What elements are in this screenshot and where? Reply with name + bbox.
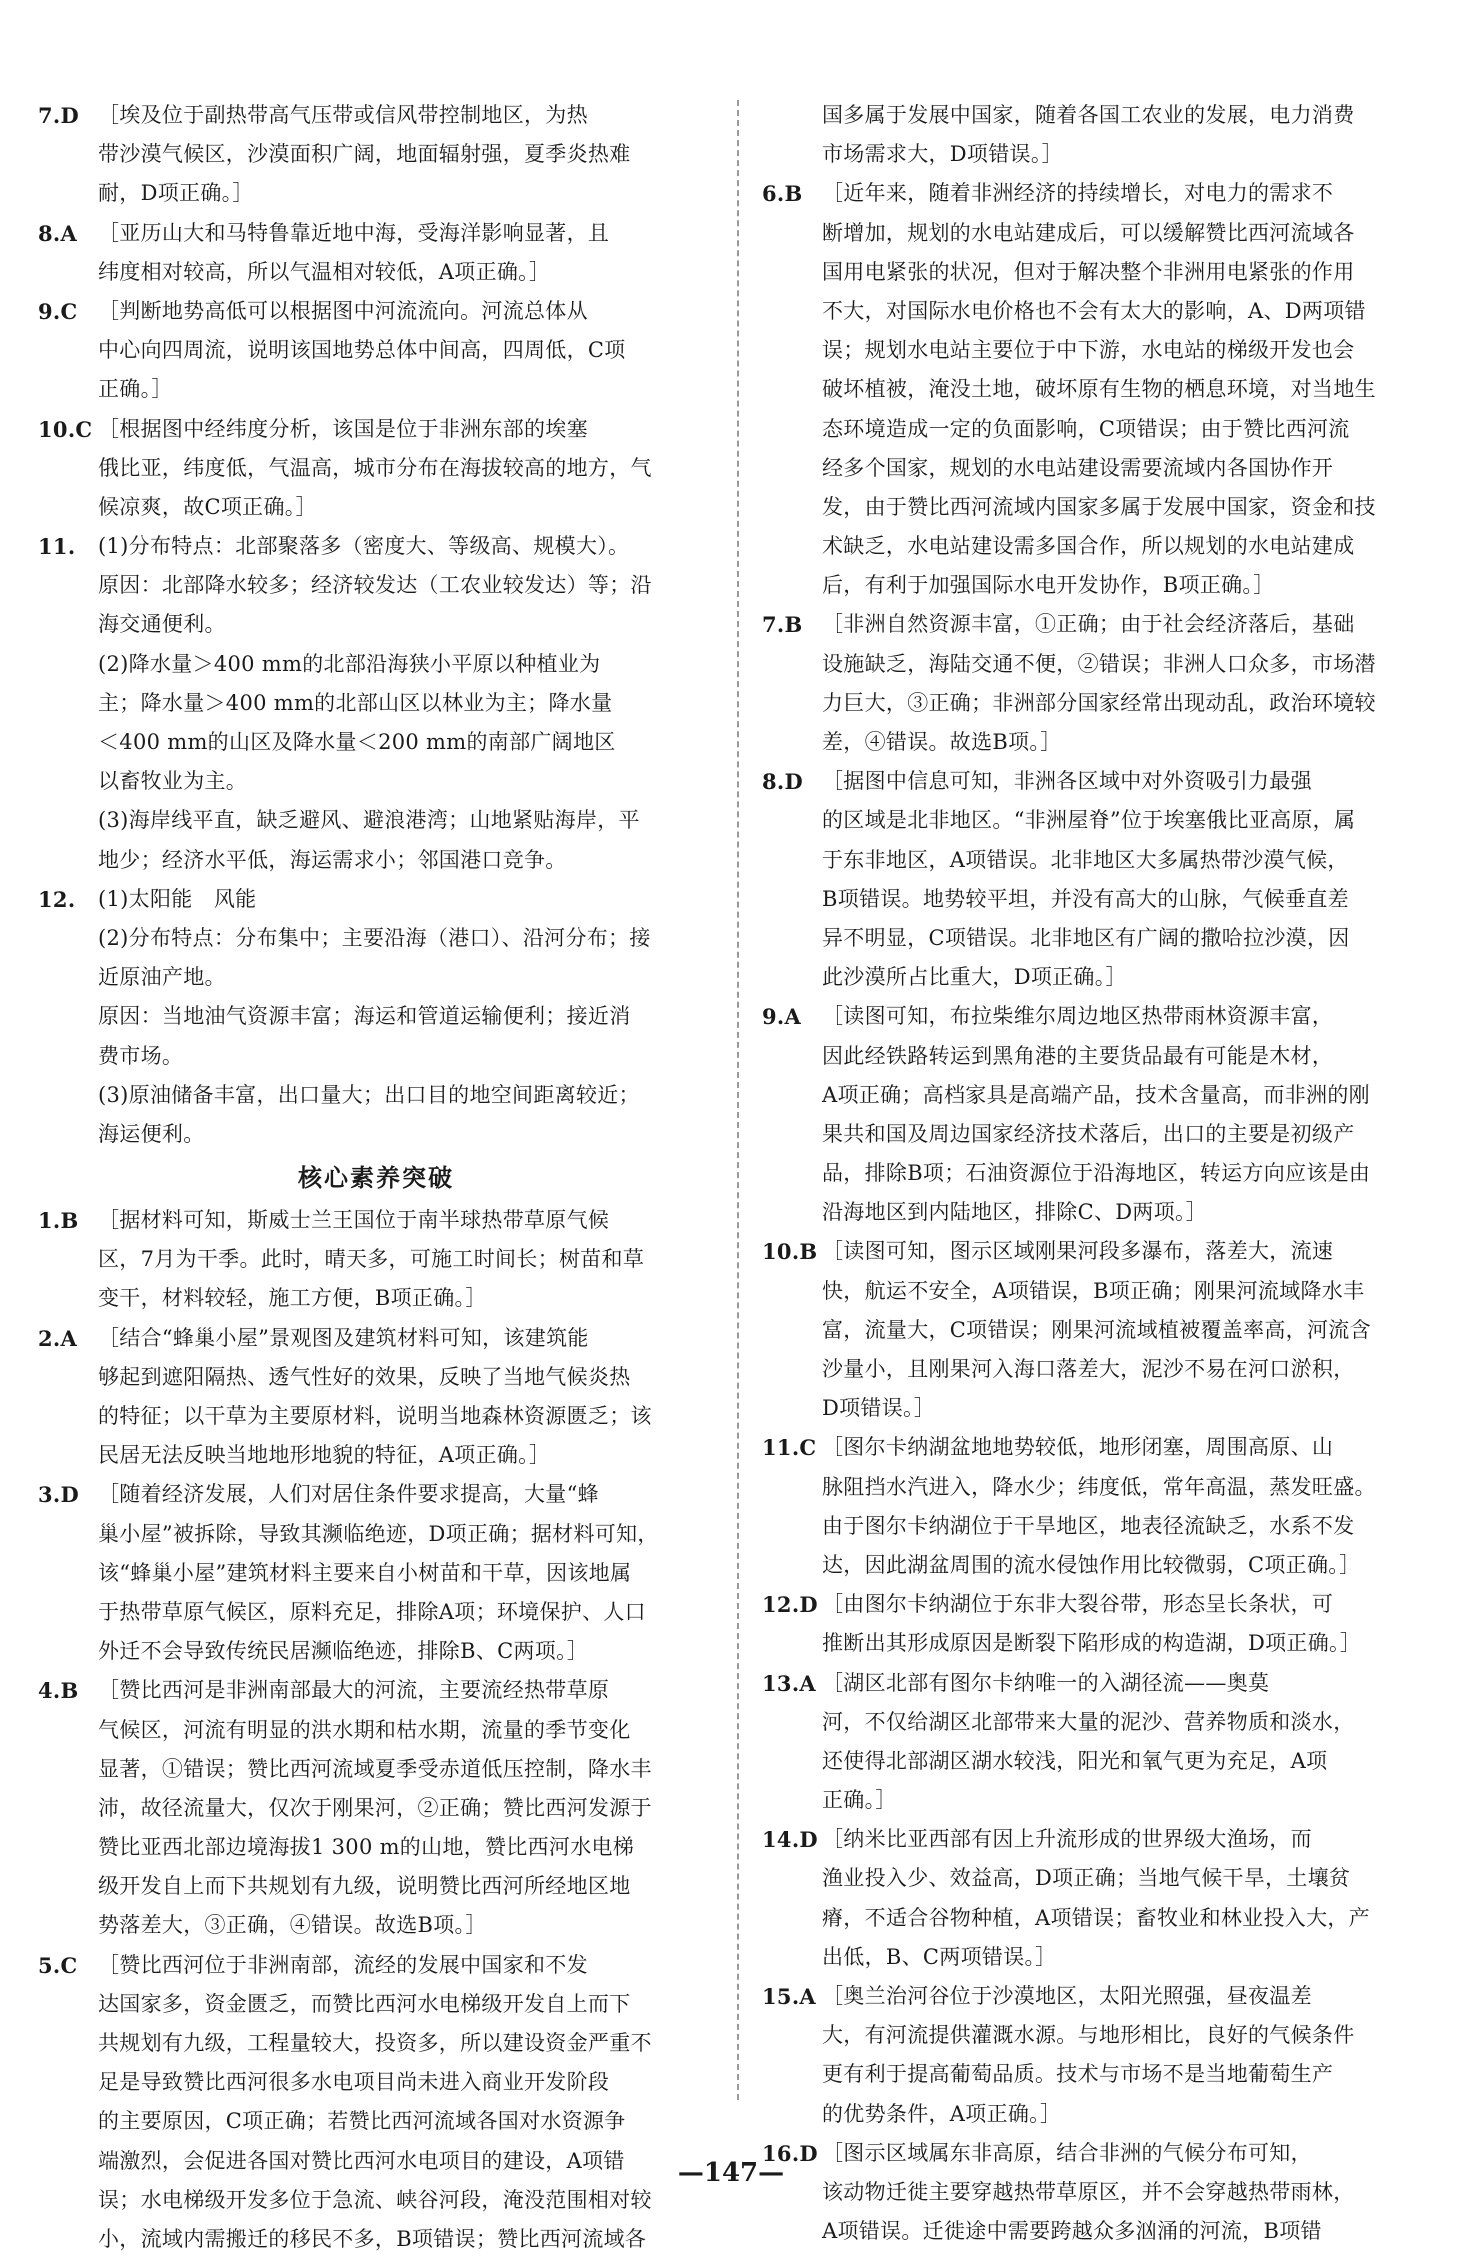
answer-text-line: ［读图可知，图示区域刚果河段多瀑布，落差大，流速	[822, 1239, 1334, 1264]
answer-text-line: 国多属于发展中国家，随着各国工农业的发展，电力消费	[822, 103, 1355, 127]
answer-text-line: 于东非地区，A项错误。北非地区大多属热带沙漠气候，	[822, 847, 1349, 872]
answer-number: 12.	[38, 886, 76, 912]
answer-item	[762, 174, 1424, 605]
answer-text-line: 费市场。	[98, 1043, 184, 1068]
answer-number: 11.C	[762, 1435, 817, 1461]
answer-number: 4.B	[38, 1678, 79, 1704]
answer-item	[38, 1671, 714, 1945]
answer-text-line: ［随着经济发展，人们对居住条件要求提高，大量“蜂	[98, 1482, 599, 1507]
answer-text-line: 河，不仅给湖区北部带来大量的泥沙、营养物质和淡水，	[822, 1709, 1355, 1734]
answer-text-line: ［图示区域属东非高原，结合非洲的气候分布可知，	[822, 2140, 1312, 2165]
answer-text-line: B项错误。地势较平坦，并没有高大的山脉，气候垂直差	[822, 886, 1349, 911]
answer-text-line: 势落差大，③正确，④错误。故选B项。］	[98, 1913, 487, 1938]
answer-text-line: D项错误。］	[822, 1396, 936, 1421]
answer-item	[38, 1319, 714, 1476]
answer-text-line: 变干，材料较轻，施工方便，B项正确。］	[98, 1286, 487, 1311]
answer-item	[762, 1232, 1424, 1428]
answer-text-line: 误；水电梯级开发多位于急流、峡谷河段，淹没范围相对较	[98, 2187, 652, 2212]
answer-text-line: (2)分布特点：分布集中；主要沿海（港口）、沿河分布；接	[98, 925, 651, 950]
answer-text-line: 发，由于赞比西河流域内国家多属于发展中国家，资金和技	[822, 494, 1376, 519]
answer-text-line: 瘠，不适合谷物种植，A项错误；畜牧业和林业投入大，产	[822, 1905, 1370, 1930]
answer-text-line: 近原油产地。	[98, 965, 226, 990]
answer-item	[38, 880, 714, 1154]
answer-number: 5.C	[38, 1952, 78, 1978]
answer-text-line: 俄比亚，纬度低，气温高，城市分布在海拔较高的地方，气	[98, 455, 652, 480]
answer-number: 15.A	[762, 1984, 817, 2009]
answer-text-line: 此沙漠所占比重大，D项正确。］	[822, 965, 1127, 990]
answer-text-line: 国用电紧张的状况，但对于解决整个非洲用电紧张的作用	[822, 259, 1355, 284]
answer-text-line: 巢小屋”被拆除，导致其濒临绝迹，D项正确；据材料可知，	[98, 1521, 659, 1546]
answer-number: 7.B	[762, 612, 803, 638]
answer-item	[762, 762, 1424, 997]
answer-text-line: ［据材料可知，斯威士兰王国位于南半球热带草原气候	[98, 1208, 610, 1233]
answer-text-line: 果共和国及周边国家经济技术落后，出口的主要是初级产	[822, 1121, 1355, 1146]
answer-text-line: ［读图可知，布拉柴维尔周边地区热带雨林资源丰富，	[822, 1004, 1334, 1029]
answer-text-line: 赞比亚西北部边境海拔1 300 m的山地，赞比西河水电梯	[98, 1835, 635, 1860]
answer-text-line: 力巨大，③正确；非洲部分国家经常出现动乱，政治环境较	[822, 690, 1376, 715]
answer-item	[38, 527, 714, 880]
answer-text-line: ［近年来，随着非洲经济的持续增长，对电力的需求不	[822, 181, 1334, 206]
answer-item	[762, 96, 1424, 174]
answer-text-line: 民居无法反映当地地形地貌的特征，A项正确。］	[98, 1443, 551, 1468]
answer-text-line: A项错误。迁徙途中需要跨越众多汹涌的河流，B项错	[822, 2219, 1322, 2244]
answer-item	[38, 214, 714, 292]
answer-text-line: 不大，对国际水电价格也不会有太大的影响，A、D两项错	[822, 298, 1366, 323]
answer-text-line: 候凉爽，故C项正确。］	[98, 494, 317, 519]
answer-text-line: 该动物迁徙主要穿越热带草原区，并不会穿越热带雨林，	[822, 2179, 1355, 2204]
answer-item	[762, 2134, 1424, 2252]
answer-text-line: 地少；经济水平低，海运需求小；邻国港口竞争。	[98, 847, 567, 872]
answer-text-line: 达国家多，资金匮乏，而赞比西河水电梯级开发自上而下	[98, 1991, 631, 2016]
answer-text-line: 后，有利于加强国际水电开发协作，B项正确。］	[822, 573, 1275, 598]
answer-text-line: ［纳米比亚西部有因上升流形成的世界级大渔场，而	[822, 1827, 1312, 1852]
answer-text-line: ［奥兰治河谷位于沙漠地区，太阳光照强，昼夜温差	[822, 1984, 1312, 2008]
answer-text-line: 原因：北部降水较多；经济较发达（工农业较发达）等；沿	[98, 573, 652, 598]
answer-number: 8.A	[38, 220, 78, 246]
answer-text-line: 脉阻挡水汽进入，降水少；纬度低，常年高温，蒸发旺盛。	[822, 1474, 1376, 1499]
answer-text-line: ［据图中信息可知，非洲各区域中对外资吸引力最强	[822, 769, 1312, 794]
answer-text-line: 小，流域内需搬迁的移民不多，B项错误；赞比西河流域各	[98, 2226, 647, 2251]
answer-text-line: 够起到遮阳隔热、透气性好的效果，反映了当地气候炎热	[98, 1364, 631, 1389]
answer-number: 16.D	[762, 2140, 818, 2166]
answer-text-line: 经多个国家，规划的水电站建设需要流域内各国协作开	[822, 455, 1334, 480]
answer-number: 7.D	[38, 103, 80, 128]
answer-text-line: 外迁不会导致传统民居濒临绝迹，排除B、C两项。］	[98, 1639, 589, 1664]
answer-text-line: 海运便利。	[98, 1121, 205, 1146]
answer-item	[38, 1201, 714, 1319]
answer-text-line: 海交通便利。	[98, 612, 226, 637]
answer-text-line: ［判断地势高低可以根据图中河流流向。河流总体从	[98, 298, 588, 323]
answer-number: 11.	[38, 534, 76, 560]
answer-item	[38, 410, 714, 528]
answer-number: 2.A	[38, 1325, 78, 1351]
answer-text-line: 于热带草原气候区，原料充足，排除A项；环境保护、人口	[98, 1599, 646, 1624]
answer-text-line: 品，排除B项；石油资源位于沿海地区，转运方向应该是由	[822, 1161, 1371, 1186]
answer-text-line: 沛，故径流量大，仅次于刚果河，②正确；赞比西河发源于	[98, 1795, 652, 1820]
answer-text-line: 异不明显，C项错误。北非地区有广阔的撒哈拉沙漠，因	[822, 925, 1350, 950]
answer-text-line: 沙量小，且刚果河入海口落差大，泥沙不易在河口淤积，	[822, 1357, 1355, 1381]
answer-text-line: 的优势条件，A项正确。］	[822, 2101, 1062, 2126]
answer-number: 14.D	[762, 1827, 818, 1853]
answer-text-line: 中心向四周流，说明该国地势总体中间高，四周低，C项	[98, 338, 626, 363]
answer-number: 13.A	[762, 1670, 817, 1696]
answer-text-line: (3)原油储备丰富，出口量大；出口目的地空间距离较近；	[98, 1082, 640, 1107]
answer-text-line: 差，④错误。故选B项。］	[822, 730, 1062, 754]
answer-text-line: ［图尔卡纳湖盆地地势较低，地形闭塞，周围高原、山	[822, 1435, 1334, 1460]
answer-text-line: 以畜牧业为主。	[98, 769, 248, 794]
answer-item	[762, 605, 1424, 762]
answer-text-line: 大，有河流提供灌溉水源。与地形相比，良好的气候条件	[822, 2023, 1355, 2048]
answer-number: 8.D	[762, 769, 804, 795]
answer-text-line: 由于图尔卡纳湖位于干旱地区，地表径流缺乏，水系不发	[822, 1513, 1355, 1538]
answer-text-line: (1)分布特点：北部聚落多（密度大、等级高、规模大）。	[98, 534, 630, 559]
answer-text-line: (1)太阳能 风能	[98, 886, 257, 911]
answer-number: 9.A	[762, 1004, 802, 1030]
answer-text-line: 正确。］	[822, 1788, 897, 1813]
answer-text-line: 设施缺乏，海陆交通不便，②错误；非洲人口众多，市场潜	[822, 651, 1376, 676]
answer-number: 1.B	[38, 1208, 79, 1234]
answer-item	[762, 1977, 1424, 2134]
answer-item	[762, 1820, 1424, 1977]
answer-text-line: 端激烈，会促进各国对赞比西河水电项目的建设，A项错	[98, 2148, 625, 2173]
answer-item	[762, 997, 1424, 1232]
section-heading: 核心素养突破	[298, 1163, 454, 1193]
answer-item	[38, 96, 714, 214]
answer-text-line: 足是导致赞比西河很多水电项目尚未进入商业开发阶段	[98, 2070, 610, 2095]
answer-number: 12.D	[762, 1592, 818, 1618]
answer-text-line: 富，流量大，C项错误；刚果河流域植被覆盖率高，河流含	[822, 1317, 1371, 1342]
answer-text-line: 该“蜂巢小屋”建筑材料主要来自小树苗和干草，因该地属	[98, 1560, 632, 1585]
answer-number: 10.C	[38, 416, 93, 442]
answer-text-line: (2)降水量＞400 mm的北部沿海狭小平原以种植业为	[98, 651, 601, 676]
answer-text-line: ［结合“蜂巢小屋”景观图及建筑材料可知，该建筑能	[98, 1325, 589, 1350]
answer-text-line: 的特征；以干草为主要原材料，说明当地森林资源匮乏；该	[98, 1404, 652, 1428]
answer-text-line: 推断出其形成原因是断裂下陷形成的构造湖，D项正确。］	[822, 1631, 1362, 1656]
answer-number: 10.B	[762, 1239, 818, 1265]
answer-item	[38, 1946, 714, 2259]
answer-number: 6.B	[762, 181, 803, 207]
answer-text-line: A项正确；高档家具是高端产品，技术含量高，而非洲的刚	[822, 1082, 1370, 1107]
answer-text-line: 主；降水量＞400 mm的北部山区以林业为主；降水量	[98, 690, 613, 715]
answer-item	[38, 1475, 714, 1671]
answer-text-line: 断增加，规划的水电站建成后，可以缓解赞比西河流域各	[822, 220, 1355, 245]
answer-text-line: 的主要原因，C项正确；若赞比西河流域各国对水资源争	[98, 2109, 626, 2134]
answer-text-line: 纬度相对较高，所以气温相对较低，A项正确。］	[98, 259, 551, 284]
answer-text-line: 正确。］	[98, 377, 173, 402]
answer-text-line: 沿海地区到内陆地区，排除C、D两项。］	[822, 1200, 1208, 1225]
right-column	[762, 96, 1424, 2251]
page-number: —147—	[677, 2158, 785, 2188]
answer-text-line: 渔业投入少、效益高，D项正确；当地气候干旱，土壤贫	[822, 1866, 1351, 1891]
answer-text-line: 显著，①错误；赞比西河流域夏季受赤道低压控制，降水丰	[98, 1756, 652, 1781]
answer-text-line: ＜400 mm的山区及降水量＜200 mm的南部广阔地区	[98, 730, 616, 754]
answer-text-line: 破坏植被，淹没土地，破坏原有生物的栖息环境，对当地生	[822, 377, 1376, 402]
answer-text-line: 因此经铁路转运到黑角港的主要货品最有可能是木材，	[822, 1043, 1334, 1068]
answer-text-line: 快，航运不安全，A项错误，B项正确；刚果河流域降水丰	[822, 1278, 1365, 1303]
answer-number: 3.D	[38, 1482, 80, 1508]
answer-number: 9.C	[38, 298, 78, 324]
answer-text-line: ［赞比西河是非洲南部最大的河流，主要流经热带草原	[98, 1678, 610, 1703]
answer-item	[762, 1428, 1424, 1585]
answer-text-line: 更有利于提高葡萄品质。技术与市场不是当地葡萄生产	[822, 2062, 1334, 2087]
answer-text-line: 达，因此湖盆周围的流水侵蚀作用比较微弱，C项正确。］	[822, 1552, 1361, 1577]
answer-text-line: ［非洲自然资源丰富，①正确；由于社会经济落后，基础	[822, 612, 1355, 637]
answer-text-line: 区，7月为干季。此时，晴天多，可施工时间长；树苗和草	[98, 1247, 645, 1272]
answer-text-line: ［赞比西河位于非洲南部，流经的发展中国家和不发	[98, 1952, 588, 1977]
answer-text-line: 的区域是北非地区。“非洲屋脊”位于埃塞俄比亚高原，属	[822, 808, 1356, 833]
answer-text-line: 耐，D项正确。］	[98, 181, 254, 206]
answer-text-line: ［根据图中经纬度分析，该国是位于非洲东部的埃塞	[98, 416, 588, 441]
answer-text-line: 共规划有九级，工程量较大，投资多，所以建设资金严重不	[98, 2031, 652, 2055]
answer-text-line: 出低，B、C两项错误。］	[822, 1944, 1057, 1969]
answer-text-line: ［由图尔卡纳湖位于东非大裂谷带，形态呈长条状，可	[822, 1592, 1334, 1617]
left-column	[38, 96, 714, 2259]
answer-text-line: ［埃及位于副热带高气压带或信风带控制地区，为热	[98, 103, 588, 127]
column-divider	[737, 100, 739, 2100]
answer-text-line: ［湖区北部有图尔卡纳唯一的入湖径流——奥莫	[822, 1670, 1270, 1695]
answer-text-line: (3)海岸线平直，缺乏避风、避浪港湾；山地紧贴海岸，平	[98, 808, 640, 833]
answer-text-line: 气候区，河流有明显的洪水期和枯水期，流量的季节变化	[98, 1717, 631, 1742]
answer-text-line: 态环境造成一定的负面影响，C项错误；由于赞比西河流	[822, 416, 1350, 441]
answer-text-line: 误；规划水电站主要位于中下游，水电站的梯级开发也会	[822, 338, 1355, 363]
answer-text-line: 市场需求大，D项错误。］	[822, 142, 1063, 167]
answer-item	[762, 1585, 1424, 1663]
answer-text-line: 原因：当地油气资源丰富；海运和管道运输便利；接近消	[98, 1004, 631, 1029]
answer-text-line: 带沙漠气候区，沙漠面积广阔，地面辐射强，夏季炎热难	[98, 142, 631, 167]
answer-text-line: 级开发自上而下共规划有九级，说明赞比西河所经地区地	[98, 1874, 631, 1899]
answer-item	[38, 292, 714, 410]
answer-text-line: ［亚历山大和马特鲁靠近地中海，受海洋影响显著，且	[98, 220, 610, 245]
answer-item	[762, 1664, 1424, 1821]
answer-text-line: 还使得北部湖区湖水较浅，阳光和氧气更为充足，A项	[822, 1748, 1328, 1773]
answer-text-line: 术缺乏，水电站建设需多国合作，所以规划的水电站建成	[822, 534, 1355, 559]
